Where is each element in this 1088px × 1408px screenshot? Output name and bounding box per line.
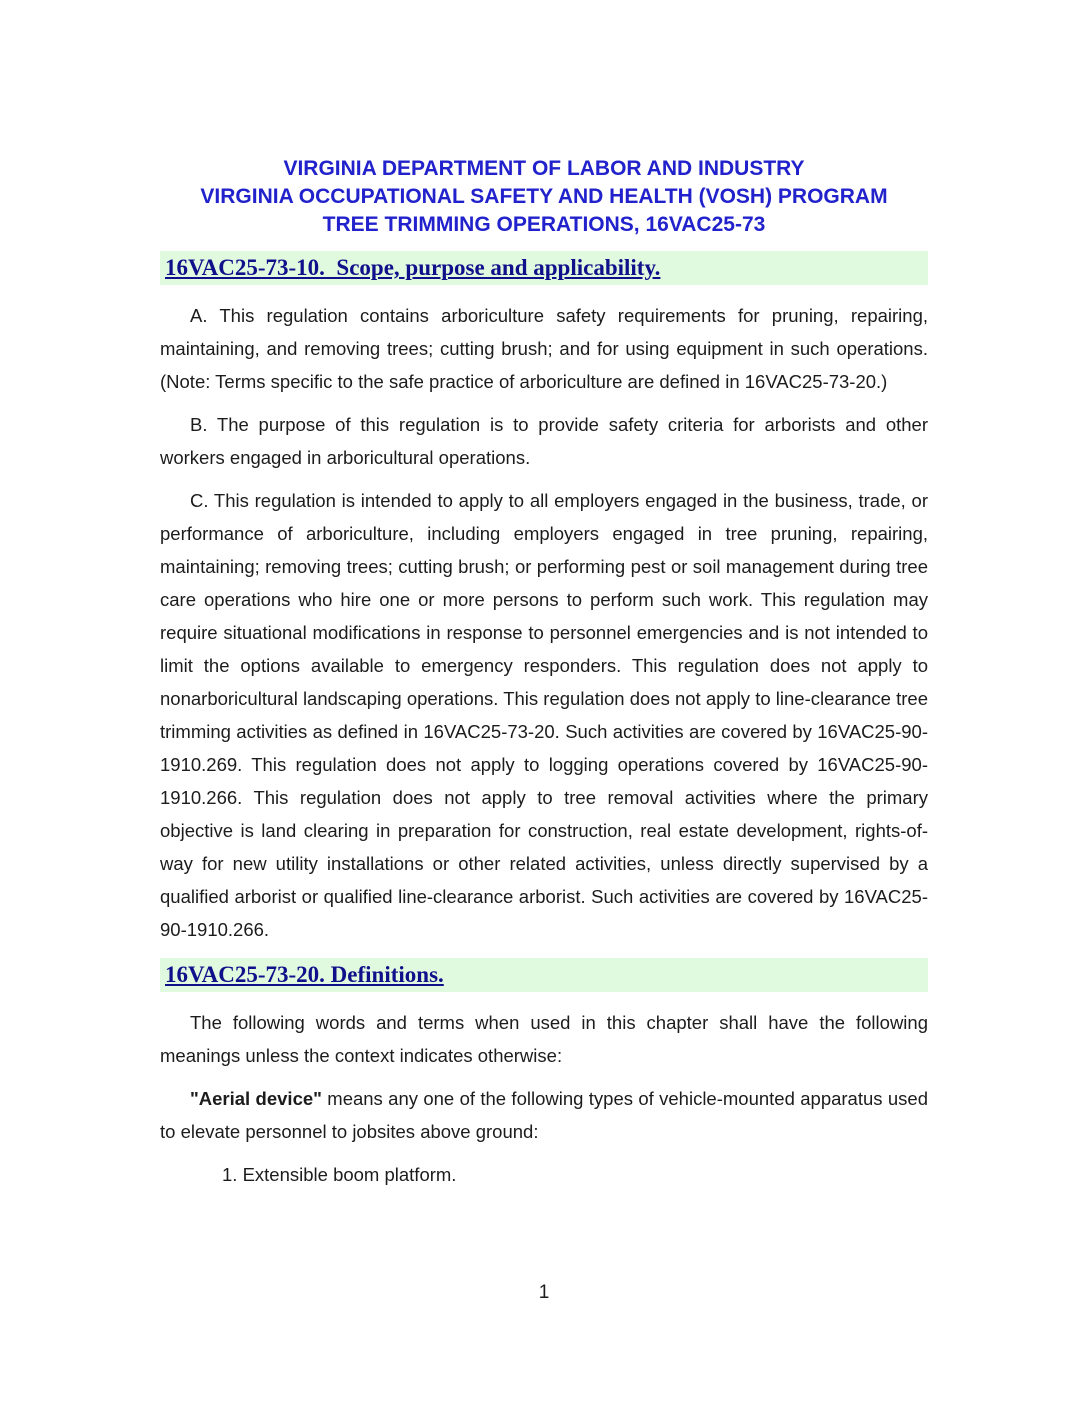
section-heading-scope [160, 251, 928, 285]
title-line-3: TREE TRIMMING OPERATIONS, 16VAC25-73 [322, 213, 766, 236]
section-heading-definitions-text: 16VAC25-73-20. Definitions. [165, 962, 444, 987]
title-line-1: VIRGINIA DEPARTMENT OF LABOR AND INDUSTRY [283, 157, 805, 180]
definition-term: "Aerial device" [190, 1088, 322, 1109]
paragraph-definitions-intro: The following words and terms when used in this chapter shall have the following meanings unless the context indicates otherwise: [160, 1012, 928, 1066]
paragraph-scope-b: B. The purpose of this regulation is to provide safety criteria for arborists and other workers engaged in arboricultural operations. [160, 414, 928, 468]
page-number: 1 [538, 1282, 550, 1303]
paragraph-definition-aerial-device [160, 1082, 928, 1148]
section-heading-definitions [160, 958, 928, 992]
title-line-2: VIRGINIA OCCUPATIONAL SAFETY AND HEALTH (VOSH) PROGRAM [200, 185, 888, 208]
paragraph-scope-a: A. This regulation contains arboriculture safety requirements for pruning, repairing, maintaining, and removing trees; cutting brush; and for using equipment in such operations. (Note: Terms specific to the safe practice of arboriculture are defined in 16VAC25-73-20.) [160, 305, 928, 392]
paragraph-scope-c: C. This regulation is intended to apply to all employers engaged in the business, trade, or performance of arboriculture, including employers engaged in tree pruning, repairing, maintaining; removing trees; cutting brush; or performing pest or soil management during tree care operations who hire one or more persons to perform such work. This regulation may require situational modifications in response to personnel emergencies and is not intended to limit the options available to emergency responders. This regulation does not apply to nonarboricultural landscaping operations. This regulation does not apply to line-clearance tree trimming activities as defined in 16VAC25-73-20. Such activities are covered by 16VAC25-90-1910.269. This regulation does not apply to logging operations covered by 16VAC25-90-1910.266. This regulation does not apply to tree removal activities where the primary objective is land clearing in preparation for construction, real estate development, rights-of-way for new utility installations or other related activities, unless directly supervised by a qualified arborist or qualified line-clearance arborist. Such activities are covered by 16VAC25-90-1910.266. [160, 490, 928, 940]
list-item-extensible-boom-platform: 1. Extensible boom platform. [222, 1164, 457, 1185]
section-heading-scope-text: 16VAC25-73-10. Scope, purpose and applicability. [165, 255, 661, 280]
document-title [160, 155, 928, 239]
definition-body: means any one of the following types of vehicle-mounted apparatus used to elevate personnel to jobsites above ground: [160, 1088, 928, 1142]
